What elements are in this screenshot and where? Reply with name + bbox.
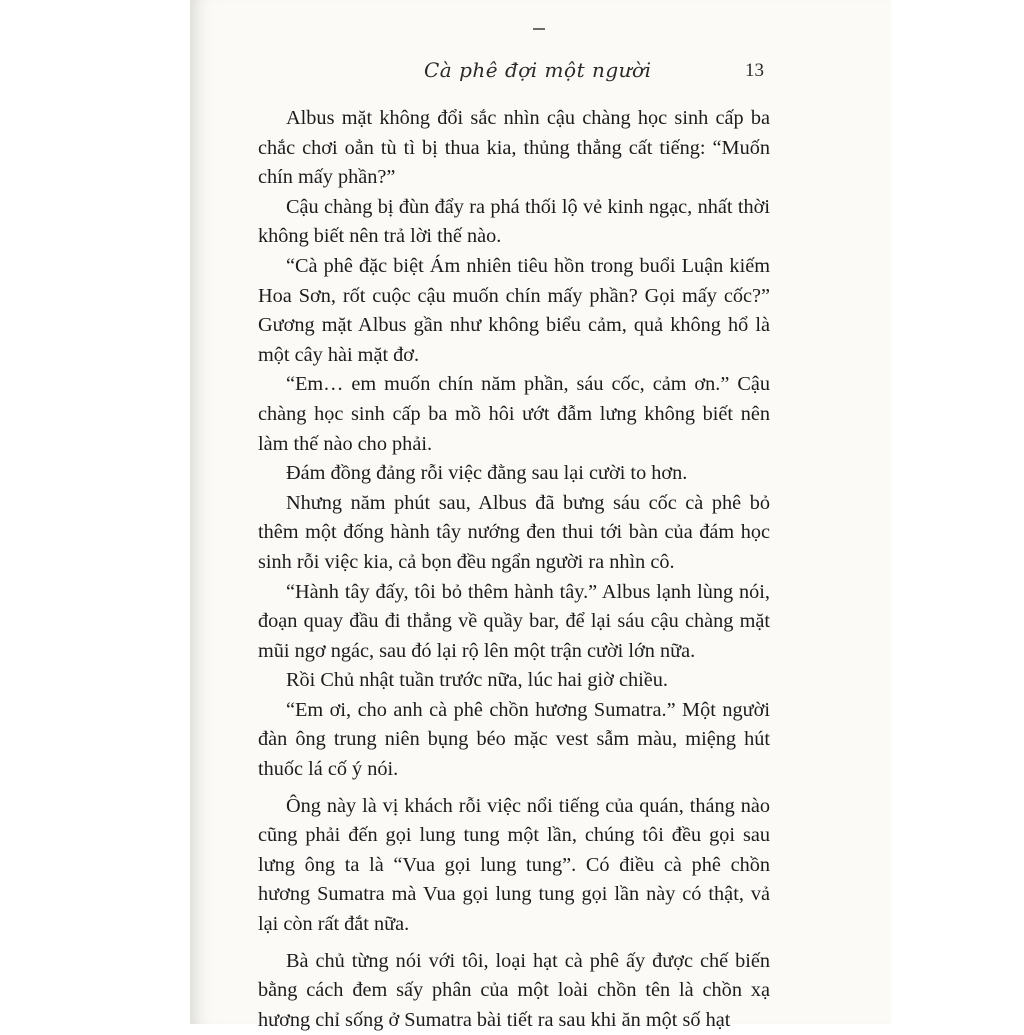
body-text <box>258 104 770 1035</box>
paragraph: Nhưng năm phút sau, Albus đã bưng sáu cốc cà phê bỏ thêm một đống hành tây nướng đen thui tới bàn của đám học sinh rỗi việc kia, cả bọn đều ngẩn người ra nhìn cô. <box>258 491 770 573</box>
page-number: 13 <box>745 60 764 81</box>
paragraph: “Em… em muốn chín năm phần, sáu cốc, cảm ơn.” Cậu chàng học sinh cấp ba mồ hôi ướt đẫm lưng không biết nên làm thế nào cho phải. <box>258 373 770 455</box>
paragraph: Đám đồng đảng rỗi việc đằng sau lại cười to hơn. <box>286 462 688 485</box>
paragraph: Bà chủ từng nói với tôi, loại hạt cà phê ấy được chế biến bằng cách đem sấy phân của một loài chồn tên là chồn xạ hương chỉ sống ở Sumatra bài tiết ra sau khi ăn một số hạt <box>258 949 770 1031</box>
paragraph: Ông này là vị khách rỗi việc nổi tiếng của quán, tháng nào cũng phải đến gọi lung tung một lần, chúng tôi đều gọi sau lưng ông ta là “Vua gọi lung tung”. Có điều cà phê chồn hương Sumatra mà Vua gọi lung tung gọi lần này có thật, vả lại còn rất đắt nữa. <box>258 794 770 936</box>
paragraph: “Hành tây đấy, tôi bỏ thêm hành tây.” Albus lạnh lùng nói, đoạn quay đầu đi thẳng về quầy bar, để lại sáu cậu chàng mặt mũi ngơ ngác, sau đó lại rộ lên một trận cười lớn nữa. <box>258 580 770 662</box>
top-mark <box>533 28 545 30</box>
paragraph: “Em ơi, cho anh cà phê chồn hương Sumatra.” Một người đàn ông trung niên bụng béo mặc vest sẫm màu, miệng hút thuốc lá cố ý nói. <box>258 698 770 781</box>
paragraph: Cậu chàng bị đùn đẩy ra phá thối lộ vẻ kinh ngạc, nhất thời không biết nên trả lời thế nào. <box>258 195 770 248</box>
paragraph: Albus mặt không đổi sắc nhìn cậu chàng học sinh cấp ba chắc chơi oẳn tù tì bị thua kia, thủng thẳng cất tiếng: “Muốn chín mấy phần?” <box>258 107 770 189</box>
running-title: Cà phê đợi một người <box>424 58 652 82</box>
paragraph: Rồi Chủ nhật tuần trước nữa, lúc hai giờ chiều. <box>286 669 668 692</box>
paragraph: “Cà phê đặc biệt Ám nhiên tiêu hồn trong buổi Luận kiếm Hoa Sơn, rốt cuộc cậu muốn chín mấy phần? Gọi mấy cốc?” Gương mặt Albus gần như không biểu cảm, quả không hổ là một cây hài mặt đơ. <box>258 254 770 366</box>
